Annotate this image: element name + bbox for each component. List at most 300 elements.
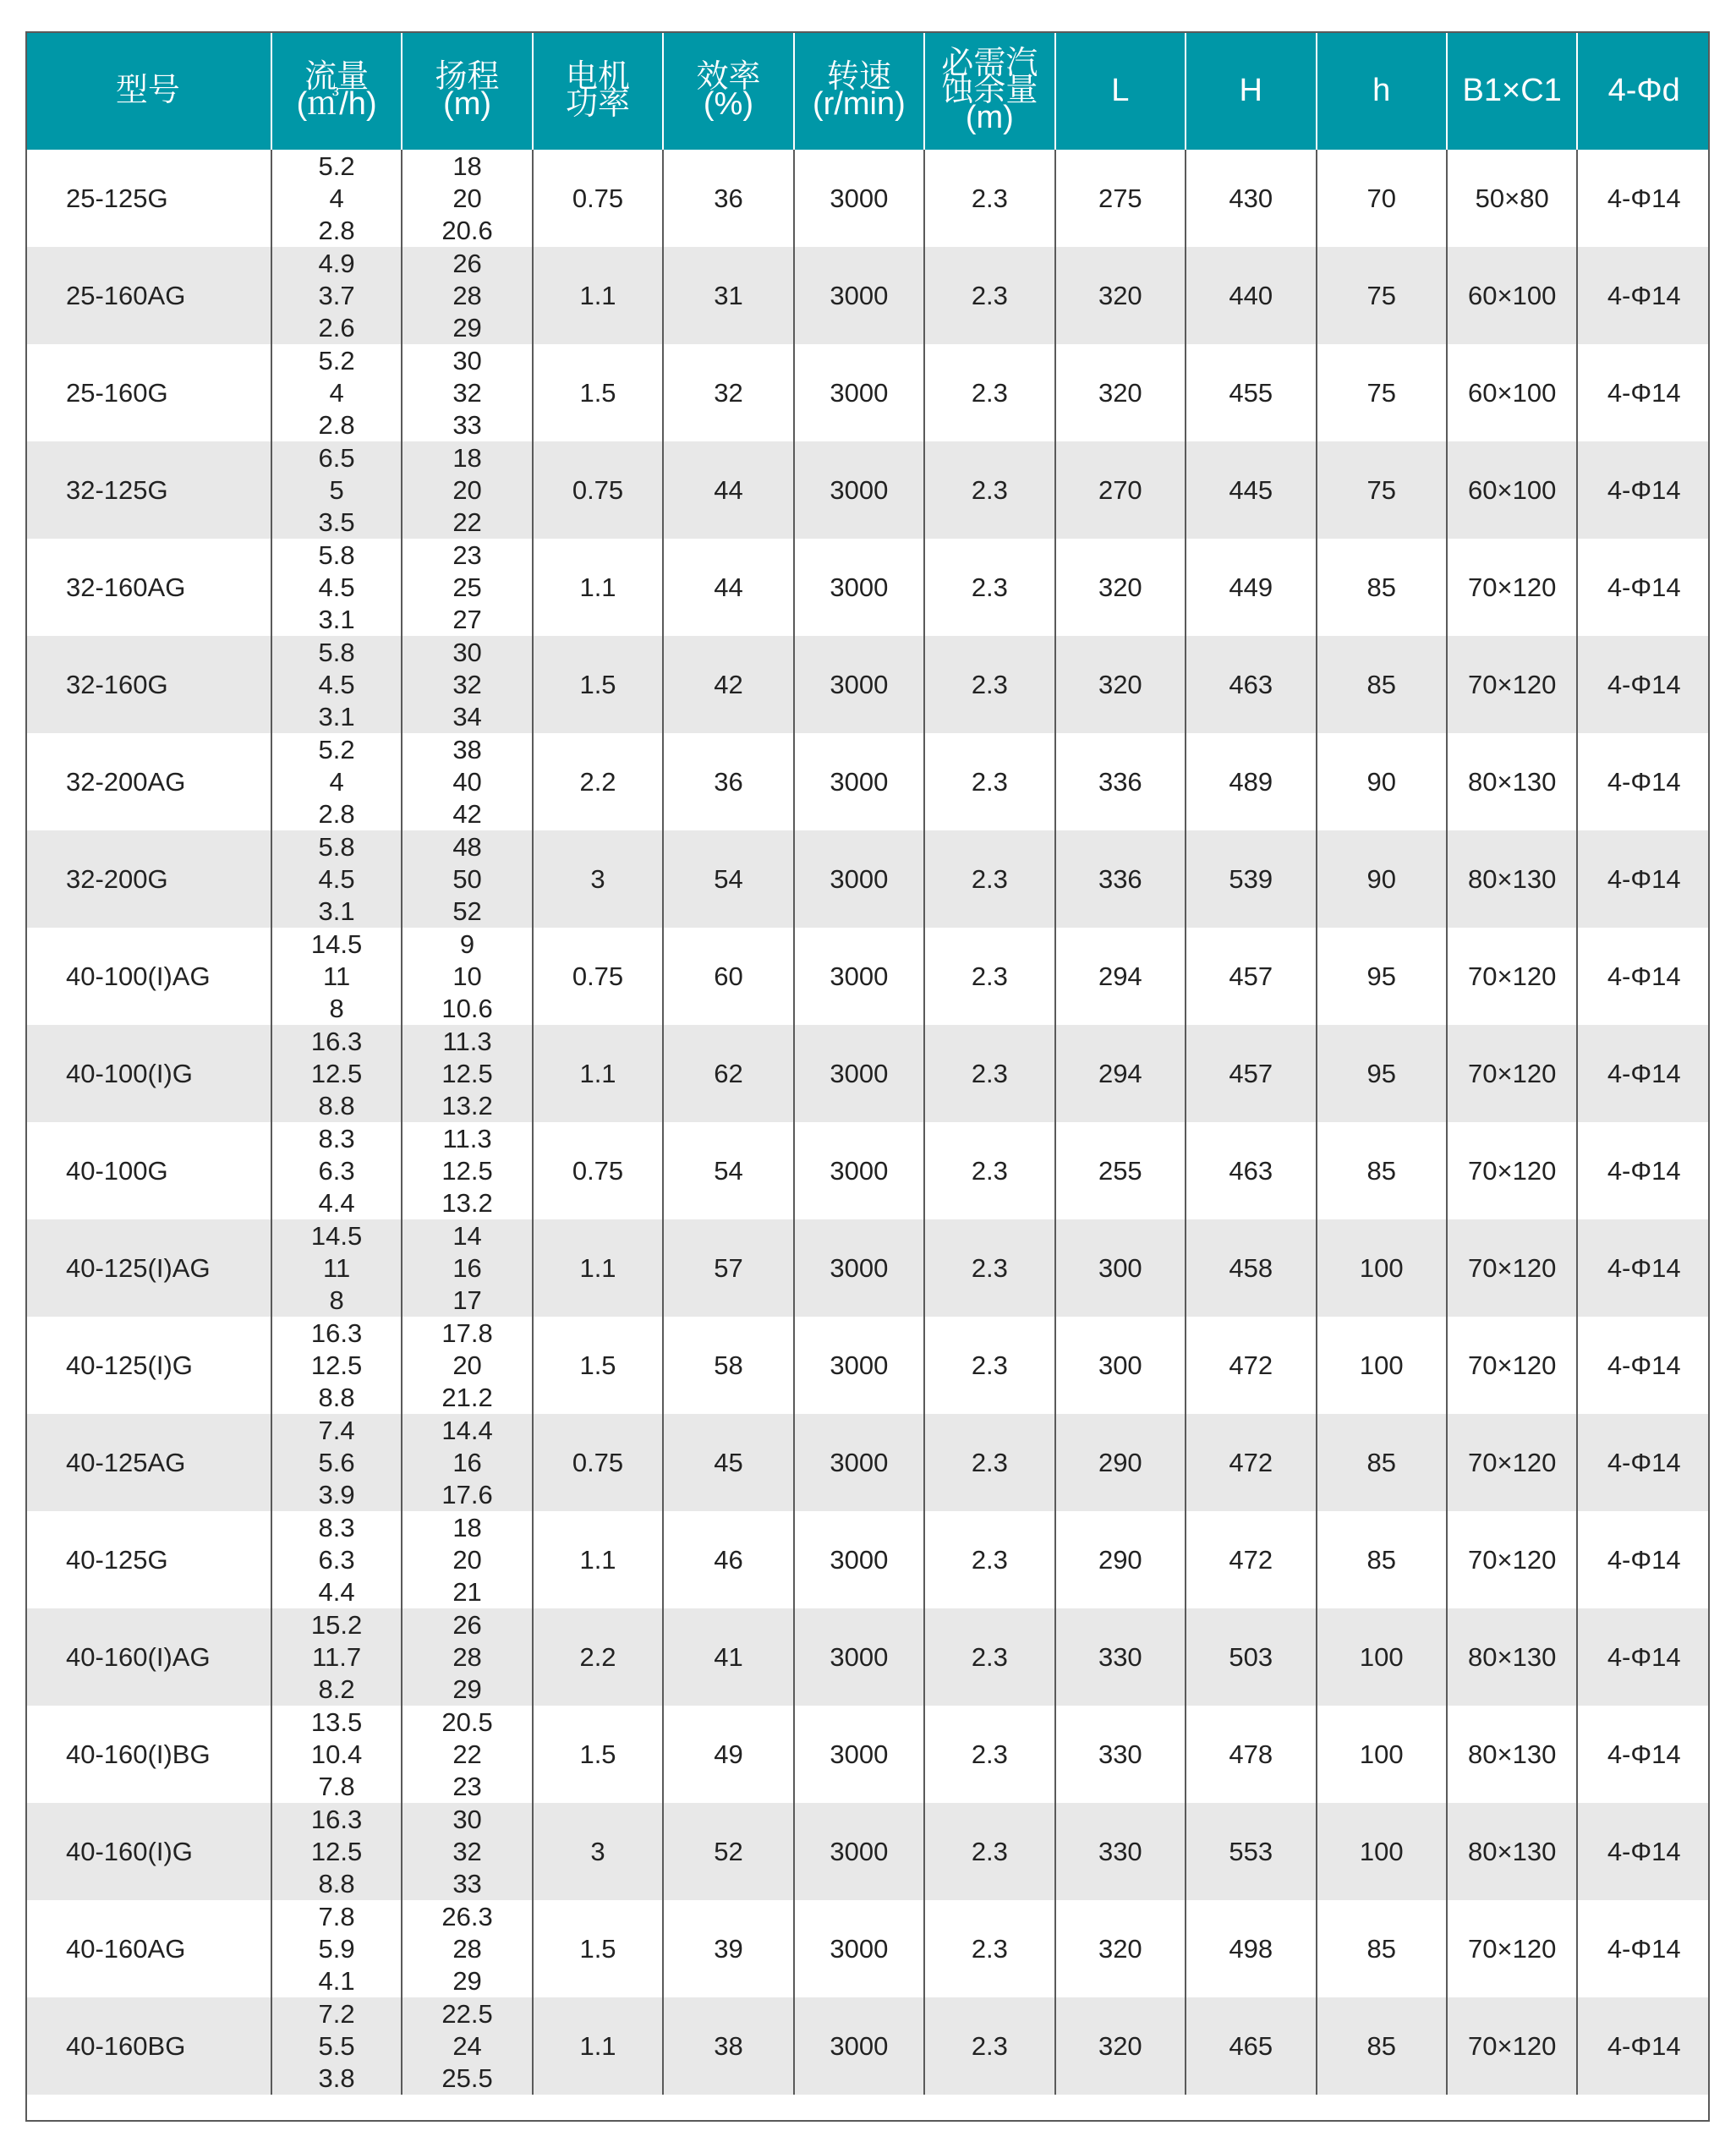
flow-cell-value: 11.7 <box>312 1641 362 1672</box>
flow-cell-value: 5.8 <box>318 637 355 667</box>
base-size-cell: 80×130 <box>1447 1803 1577 1900</box>
head-cell-value: 20 <box>452 474 482 505</box>
length-cell: 270 <box>1055 441 1186 539</box>
flow-cell-value: 5.2 <box>318 345 355 375</box>
power-cell: 1.1 <box>533 1511 663 1608</box>
bolt-holes-cell: 4-Φ14 <box>1577 1608 1710 1706</box>
length-cell: 330 <box>1055 1608 1186 1706</box>
head-cell-value: 22.5 <box>441 1998 493 2029</box>
head-cell <box>402 1122 532 1219</box>
shaft-height-cell: 95 <box>1317 928 1447 1025</box>
head-cell-value: 10.6 <box>441 993 493 1023</box>
power-cell: 0.75 <box>533 928 663 1025</box>
head-cell-value: 14.4 <box>441 1415 493 1445</box>
header-efficiency-line: 效率 <box>696 59 761 95</box>
base-size-cell: 70×120 <box>1447 1511 1577 1608</box>
length-cell: 336 <box>1055 733 1186 830</box>
height-cell: 472 <box>1186 1511 1316 1608</box>
table-row <box>25 1219 1710 1317</box>
model-cell: 40-125(I)AG <box>25 1219 271 1317</box>
efficiency-cell: 49 <box>663 1706 793 1803</box>
length-cell: 330 <box>1055 1803 1186 1900</box>
efficiency-cell: 57 <box>663 1219 793 1317</box>
shaft-height-cell: 100 <box>1317 1803 1447 1900</box>
flow-cell-value: 7.2 <box>318 1998 355 2029</box>
head-cell-value: 38 <box>452 734 482 764</box>
speed-cell: 3000 <box>794 441 924 539</box>
power-cell: 2.2 <box>533 733 663 830</box>
model-cell: 40-160(I)AG <box>25 1608 271 1706</box>
bolt-holes-cell: 4-Φ14 <box>1577 1706 1710 1803</box>
base-size-cell: 60×100 <box>1447 247 1577 344</box>
flow-cell-value: 4 <box>329 766 344 797</box>
power-cell: 2.2 <box>533 1608 663 1706</box>
head-cell-value: 20 <box>452 183 482 213</box>
npsh-cell: 2.3 <box>924 928 1054 1025</box>
bolt-holes-cell: 4-Φ14 <box>1577 1219 1710 1317</box>
flow-cell <box>271 636 402 733</box>
header-speed-line: 转速 <box>826 59 891 95</box>
header-npsh-line: (m) <box>965 100 1014 135</box>
head-cell-value: 33 <box>452 1868 482 1898</box>
efficiency-cell: 44 <box>663 539 793 636</box>
power-cell: 1.1 <box>533 1219 663 1317</box>
flow-cell-value: 4.9 <box>318 248 355 278</box>
flow-cell <box>271 1317 402 1414</box>
header-model <box>25 31 271 150</box>
table-row <box>25 1317 1710 1414</box>
shaft-height-cell: 90 <box>1317 830 1447 928</box>
efficiency-cell: 62 <box>663 1025 793 1122</box>
head-cell-value: 32 <box>452 1836 482 1866</box>
model-cell: 32-125G <box>25 441 271 539</box>
head-cell-value: 9 <box>459 929 475 959</box>
power-cell: 0.75 <box>533 1122 663 1219</box>
model-cell: 25-160AG <box>25 247 271 344</box>
head-cell-value: 14 <box>452 1220 482 1251</box>
base-size-cell: 80×130 <box>1447 1706 1577 1803</box>
length-cell: 320 <box>1055 344 1186 441</box>
height-cell: 457 <box>1186 928 1316 1025</box>
head-cell <box>402 1025 532 1122</box>
shaft-height-cell: 85 <box>1317 1414 1447 1511</box>
head-cell <box>402 1414 532 1511</box>
table-row <box>25 1803 1710 1900</box>
shaft-height-cell: 85 <box>1317 1122 1447 1219</box>
shaft-height-cell: 90 <box>1317 733 1447 830</box>
model-cell: 40-100(I)AG <box>25 928 271 1025</box>
flow-cell <box>271 1997 402 2095</box>
flow-cell-value: 3.1 <box>318 896 355 926</box>
flow-cell-value: 7.8 <box>318 1771 355 1801</box>
npsh-cell: 2.3 <box>924 1997 1054 2095</box>
length-cell: 255 <box>1055 1122 1186 1219</box>
flow-cell-value: 4.4 <box>318 1576 355 1607</box>
head-cell <box>402 247 532 344</box>
header-length <box>1055 31 1186 150</box>
height-cell: 539 <box>1186 830 1316 928</box>
flow-cell-value: 5 <box>329 474 344 505</box>
flow-cell-value: 5.2 <box>318 151 355 181</box>
head-cell <box>402 1219 532 1317</box>
flow-cell <box>271 733 402 830</box>
head-cell-value: 32 <box>452 377 482 408</box>
efficiency-cell: 36 <box>663 150 793 247</box>
flow-cell-value: 4.1 <box>318 1965 355 1996</box>
model-cell: 25-160G <box>25 344 271 441</box>
flow-cell-value: 4 <box>329 377 344 408</box>
head-cell-value: 40 <box>452 766 482 797</box>
speed-cell: 3000 <box>794 1706 924 1803</box>
shaft-height-cell: 75 <box>1317 344 1447 441</box>
header-base-size <box>1447 31 1577 150</box>
head-cell <box>402 928 532 1025</box>
flow-cell-value: 8 <box>329 993 344 1023</box>
bolt-holes-cell: 4-Φ14 <box>1577 1414 1710 1511</box>
head-cell-value: 10 <box>452 961 482 991</box>
table-row <box>25 1706 1710 1803</box>
flow-cell <box>271 1803 402 1900</box>
flow-cell-value: 4.5 <box>318 863 355 894</box>
model-cell: 32-200G <box>25 830 271 928</box>
head-cell <box>402 539 532 636</box>
header-height-line: H <box>1239 73 1262 108</box>
flow-cell <box>271 1219 402 1317</box>
efficiency-cell: 38 <box>663 1997 793 2095</box>
table-row <box>25 247 1710 344</box>
flow-cell-value: 8.8 <box>318 1868 355 1898</box>
flow-cell <box>271 247 402 344</box>
head-cell-value: 26 <box>452 1609 482 1640</box>
head-cell-value: 27 <box>452 604 482 634</box>
height-cell: 472 <box>1186 1317 1316 1414</box>
flow-cell <box>271 1122 402 1219</box>
flow-cell <box>271 150 402 247</box>
length-cell: 320 <box>1055 636 1186 733</box>
shaft-height-cell: 75 <box>1317 247 1447 344</box>
height-cell: 553 <box>1186 1803 1316 1900</box>
flow-cell-value: 5.8 <box>318 831 355 862</box>
head-cell-value: 29 <box>452 312 482 342</box>
model-cell: 40-160(I)G <box>25 1803 271 1900</box>
head-cell-value: 26 <box>452 248 482 278</box>
npsh-cell: 2.3 <box>924 1803 1054 1900</box>
flow-cell-value: 3.9 <box>318 1479 355 1509</box>
flow-cell-value: 8 <box>329 1285 344 1315</box>
bolt-holes-cell: 4-Φ14 <box>1577 150 1710 247</box>
length-cell: 300 <box>1055 1219 1186 1317</box>
flow-cell-value: 2.8 <box>318 215 355 245</box>
header-efficiency-line: (%) <box>703 86 754 122</box>
efficiency-cell: 42 <box>663 636 793 733</box>
header-flow-line: 流量 <box>304 59 370 95</box>
flow-cell-value: 16.3 <box>310 1318 363 1348</box>
head-cell-value: 20 <box>452 1350 482 1380</box>
head-cell-value: 24 <box>452 2030 482 2061</box>
head-cell <box>402 1900 532 1997</box>
model-cell: 40-160AG <box>25 1900 271 1997</box>
model-cell: 32-160G <box>25 636 271 733</box>
efficiency-cell: 52 <box>663 1803 793 1900</box>
head-cell-value: 34 <box>452 701 482 731</box>
head-cell-value: 17 <box>452 1285 482 1315</box>
base-size-cell: 70×120 <box>1447 1122 1577 1219</box>
bolt-holes-cell: 4-Φ14 <box>1577 344 1710 441</box>
header-npsh <box>924 31 1054 150</box>
bolt-holes-cell: 4-Φ14 <box>1577 928 1710 1025</box>
head-cell-value: 12.5 <box>441 1155 493 1186</box>
base-size-cell: 80×130 <box>1447 1608 1577 1706</box>
head-cell-value: 42 <box>452 798 482 829</box>
table-row <box>25 1511 1710 1608</box>
bolt-holes-cell: 4-Φ14 <box>1577 1122 1710 1219</box>
npsh-cell: 2.3 <box>924 830 1054 928</box>
power-cell: 1.5 <box>533 1900 663 1997</box>
flow-cell <box>271 344 402 441</box>
length-cell: 300 <box>1055 1317 1186 1414</box>
flow-cell-value: 3.7 <box>318 280 355 310</box>
table-row <box>25 928 1710 1025</box>
header-head-line: (m) <box>443 86 492 122</box>
head-cell-value: 22 <box>452 507 482 537</box>
head-cell-value: 30 <box>452 1804 482 1834</box>
flow-cell-value: 6.3 <box>318 1544 355 1575</box>
table-row <box>25 733 1710 830</box>
height-cell: 457 <box>1186 1025 1316 1122</box>
model-cell: 40-100G <box>25 1122 271 1219</box>
flow-cell-value: 3.1 <box>318 701 355 731</box>
efficiency-cell: 44 <box>663 441 793 539</box>
speed-cell: 3000 <box>794 539 924 636</box>
shaft-height-cell: 75 <box>1317 441 1447 539</box>
head-cell-value: 17.6 <box>441 1479 493 1509</box>
power-cell: 3 <box>533 830 663 928</box>
header-flow-line: (㎥/h) <box>296 86 377 122</box>
model-cell: 25-125G <box>25 150 271 247</box>
head-cell <box>402 830 532 928</box>
head-cell-value: 13.2 <box>441 1187 493 1218</box>
flow-cell-value: 16.3 <box>310 1804 363 1834</box>
height-cell: 430 <box>1186 150 1316 247</box>
head-cell-value: 23 <box>452 1771 482 1801</box>
length-cell: 290 <box>1055 1414 1186 1511</box>
base-size-cell: 70×120 <box>1447 1317 1577 1414</box>
npsh-cell: 2.3 <box>924 1511 1054 1608</box>
table-row <box>25 1414 1710 1511</box>
shaft-height-cell: 100 <box>1317 1608 1447 1706</box>
efficiency-cell: 54 <box>663 1122 793 1219</box>
flow-cell <box>271 441 402 539</box>
length-cell: 320 <box>1055 539 1186 636</box>
power-cell: 1.1 <box>533 1025 663 1122</box>
header-motor-power <box>533 31 663 150</box>
base-size-cell: 70×120 <box>1447 1900 1577 1997</box>
flow-cell <box>271 928 402 1025</box>
header-row <box>25 31 1710 150</box>
power-cell: 1.5 <box>533 1706 663 1803</box>
height-cell: 455 <box>1186 344 1316 441</box>
flow-cell-value: 6.3 <box>318 1155 355 1186</box>
table-row <box>25 636 1710 733</box>
npsh-cell: 2.3 <box>924 344 1054 441</box>
npsh-cell: 2.3 <box>924 441 1054 539</box>
length-cell: 320 <box>1055 247 1186 344</box>
head-cell-value: 21.2 <box>441 1382 493 1412</box>
header-npsh-line: 蚀余量 <box>941 73 1038 108</box>
height-cell: 440 <box>1186 247 1316 344</box>
head-cell-value: 22 <box>452 1739 482 1769</box>
base-size-cell: 70×120 <box>1447 1997 1577 2095</box>
base-size-cell: 70×120 <box>1447 1414 1577 1511</box>
header-speed <box>794 31 924 150</box>
head-cell-value: 12.5 <box>441 1058 493 1088</box>
head-cell-value: 11.3 <box>442 1123 492 1153</box>
head-cell-value: 48 <box>452 831 482 862</box>
model-cell: 40-100(I)G <box>25 1025 271 1122</box>
power-cell: 0.75 <box>533 441 663 539</box>
flow-cell-value: 8.3 <box>318 1512 355 1542</box>
flow-cell-value: 12.5 <box>310 1350 363 1380</box>
table-row <box>25 1025 1710 1122</box>
table-row <box>25 150 1710 247</box>
bolt-holes-cell: 4-Φ14 <box>1577 1511 1710 1608</box>
head-cell-value: 17.8 <box>441 1318 493 1348</box>
flow-cell-value: 2.8 <box>318 409 355 440</box>
flow-cell-value: 3.8 <box>318 2063 355 2093</box>
npsh-cell: 2.3 <box>924 1706 1054 1803</box>
length-cell: 320 <box>1055 1900 1186 1997</box>
flow-cell-value: 7.8 <box>318 1901 355 1931</box>
header-motor-power-line: 功率 <box>566 86 631 122</box>
bolt-holes-cell: 4-Φ14 <box>1577 830 1710 928</box>
head-cell-value: 20.5 <box>441 1706 493 1737</box>
base-size-cell: 50×80 <box>1447 150 1577 247</box>
head-cell <box>402 344 532 441</box>
shaft-height-cell: 85 <box>1317 1900 1447 1997</box>
speed-cell: 3000 <box>794 928 924 1025</box>
npsh-cell: 2.3 <box>924 1414 1054 1511</box>
base-size-cell: 60×100 <box>1447 344 1577 441</box>
flow-cell-value: 8.2 <box>318 1674 355 1704</box>
length-cell: 290 <box>1055 1511 1186 1608</box>
head-cell-value: 16 <box>452 1252 482 1283</box>
npsh-cell: 2.3 <box>924 1900 1054 1997</box>
power-cell: 1.5 <box>533 344 663 441</box>
efficiency-cell: 39 <box>663 1900 793 1997</box>
table-body <box>25 150 1710 2095</box>
speed-cell: 3000 <box>794 1122 924 1219</box>
bolt-holes-cell: 4-Φ14 <box>1577 1317 1710 1414</box>
head-cell-value: 50 <box>452 863 482 894</box>
head-cell-value: 30 <box>452 345 482 375</box>
head-cell-value: 33 <box>452 409 482 440</box>
base-size-cell: 70×120 <box>1447 636 1577 733</box>
power-cell: 1.5 <box>533 1317 663 1414</box>
height-cell: 472 <box>1186 1414 1316 1511</box>
head-cell <box>402 636 532 733</box>
shaft-height-cell: 70 <box>1317 150 1447 247</box>
npsh-cell: 2.3 <box>924 539 1054 636</box>
bolt-holes-cell: 4-Φ14 <box>1577 1900 1710 1997</box>
header-length-line: L <box>1111 73 1130 108</box>
height-cell: 478 <box>1186 1706 1316 1803</box>
head-cell <box>402 1803 532 1900</box>
head-cell-value: 25 <box>452 572 482 602</box>
efficiency-cell: 45 <box>663 1414 793 1511</box>
head-cell-value: 28 <box>452 280 482 310</box>
head-cell-value: 20 <box>452 1544 482 1575</box>
speed-cell: 3000 <box>794 1511 924 1608</box>
head-cell <box>402 1317 532 1414</box>
header-flow <box>271 31 402 150</box>
header-efficiency <box>663 31 793 150</box>
length-cell: 330 <box>1055 1706 1186 1803</box>
power-cell: 1.1 <box>533 1997 663 2095</box>
head-cell-value: 32 <box>452 669 482 699</box>
table-row <box>25 441 1710 539</box>
model-cell: 40-125AG <box>25 1414 271 1511</box>
bolt-holes-cell: 4-Φ14 <box>1577 733 1710 830</box>
flow-cell-value: 3.1 <box>318 604 355 634</box>
flow-cell-value: 5.9 <box>318 1933 355 1964</box>
head-cell-value: 13.2 <box>441 1090 493 1120</box>
model-cell: 40-125(I)G <box>25 1317 271 1414</box>
head-cell-value: 11.3 <box>442 1026 492 1056</box>
npsh-cell: 2.3 <box>924 1317 1054 1414</box>
npsh-cell: 2.3 <box>924 1608 1054 1706</box>
header-base-size-line: B1×C1 <box>1462 73 1562 108</box>
header-speed-line: (r/min) <box>813 86 906 122</box>
height-cell: 449 <box>1186 539 1316 636</box>
speed-cell: 3000 <box>794 344 924 441</box>
height-cell: 463 <box>1186 636 1316 733</box>
table-row <box>25 539 1710 636</box>
table-row <box>25 1122 1710 1219</box>
head-cell-value: 26.3 <box>441 1901 493 1931</box>
header-bolt-holes <box>1577 31 1710 150</box>
length-cell: 294 <box>1055 928 1186 1025</box>
flow-cell-value: 5.2 <box>318 734 355 764</box>
flow-cell <box>271 830 402 928</box>
bolt-holes-cell: 4-Φ14 <box>1577 1025 1710 1122</box>
header-model-line: 型号 <box>115 73 180 108</box>
height-cell: 489 <box>1186 733 1316 830</box>
shaft-height-cell: 85 <box>1317 636 1447 733</box>
head-cell-value: 29 <box>452 1674 482 1704</box>
bolt-holes-cell: 4-Φ14 <box>1577 636 1710 733</box>
header-bolt-holes-line: 4-Φd <box>1607 73 1680 108</box>
table-row <box>25 344 1710 441</box>
efficiency-cell: 54 <box>663 830 793 928</box>
efficiency-cell: 58 <box>663 1317 793 1414</box>
base-size-cell: 70×120 <box>1447 539 1577 636</box>
flow-cell-value: 4 <box>329 183 344 213</box>
efficiency-cell: 41 <box>663 1608 793 1706</box>
bolt-holes-cell: 4-Φ14 <box>1577 441 1710 539</box>
flow-cell-value: 15.2 <box>310 1609 363 1640</box>
base-size-cell: 60×100 <box>1447 441 1577 539</box>
flow-cell-value: 4.5 <box>318 572 355 602</box>
efficiency-cell: 60 <box>663 928 793 1025</box>
head-cell-value: 52 <box>452 896 482 926</box>
speed-cell: 3000 <box>794 1900 924 1997</box>
speed-cell: 3000 <box>794 1317 924 1414</box>
head-cell-value: 29 <box>452 1965 482 1996</box>
table-row <box>25 830 1710 928</box>
head-cell-value: 20.6 <box>441 215 493 245</box>
speed-cell: 3000 <box>794 1414 924 1511</box>
bolt-holes-cell: 4-Φ14 <box>1577 539 1710 636</box>
